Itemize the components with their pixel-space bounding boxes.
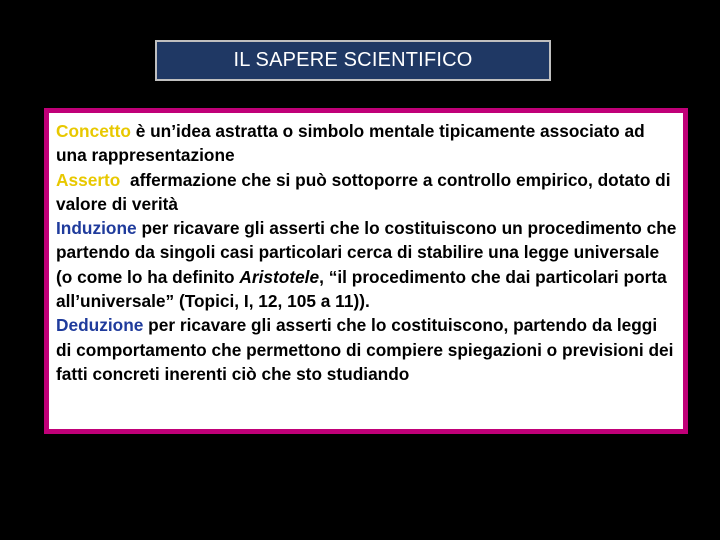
- definition-concetto: è un’idea astratta o simbolo mentale tipicamente associato ad una rappresentazione: [56, 121, 645, 166]
- term-concetto: Concetto: [56, 121, 131, 141]
- definition-induzione-part2: , “il procedimento che dai particolari porta all’universale” (Topici, I, 12, 105 a 11)).: [56, 266, 667, 312]
- paragraph-asserto: [56, 168, 677, 217]
- paragraph-deduzione: [56, 313, 677, 386]
- aristotele-name: Aristotele: [239, 266, 320, 287]
- paragraph-concetto: [56, 119, 677, 168]
- term-induzione: Induzione: [56, 218, 137, 239]
- content-body: [49, 113, 683, 429]
- slide-title: IL SAPERE SCIENTIFICO: [233, 49, 473, 71]
- slide-title-box: [155, 40, 551, 81]
- definition-deduzione: per ricavare gli asserti che lo costituiscono, partendo da leggi di comportamento che permettono di compiere spiegazioni o previsioni dei fatti concreti inerenti ciò che sto studiando: [56, 315, 674, 384]
- term-asserto: Asserto: [56, 169, 121, 190]
- definition-asserto: affermazione che si può sottoporre a controllo empirico, dotato di valore di verità: [56, 169, 676, 214]
- content-frame: [44, 108, 688, 434]
- term-deduzione: Deduzione: [56, 315, 144, 336]
- definition-induzione-part1: per ricavare gli asserti che lo costituiscono un procedimento che partendo da singoli casi particolari cerca di stabilire una legge universale (o come lo ha definito: [56, 218, 677, 287]
- paragraph-induzione: [56, 216, 677, 313]
